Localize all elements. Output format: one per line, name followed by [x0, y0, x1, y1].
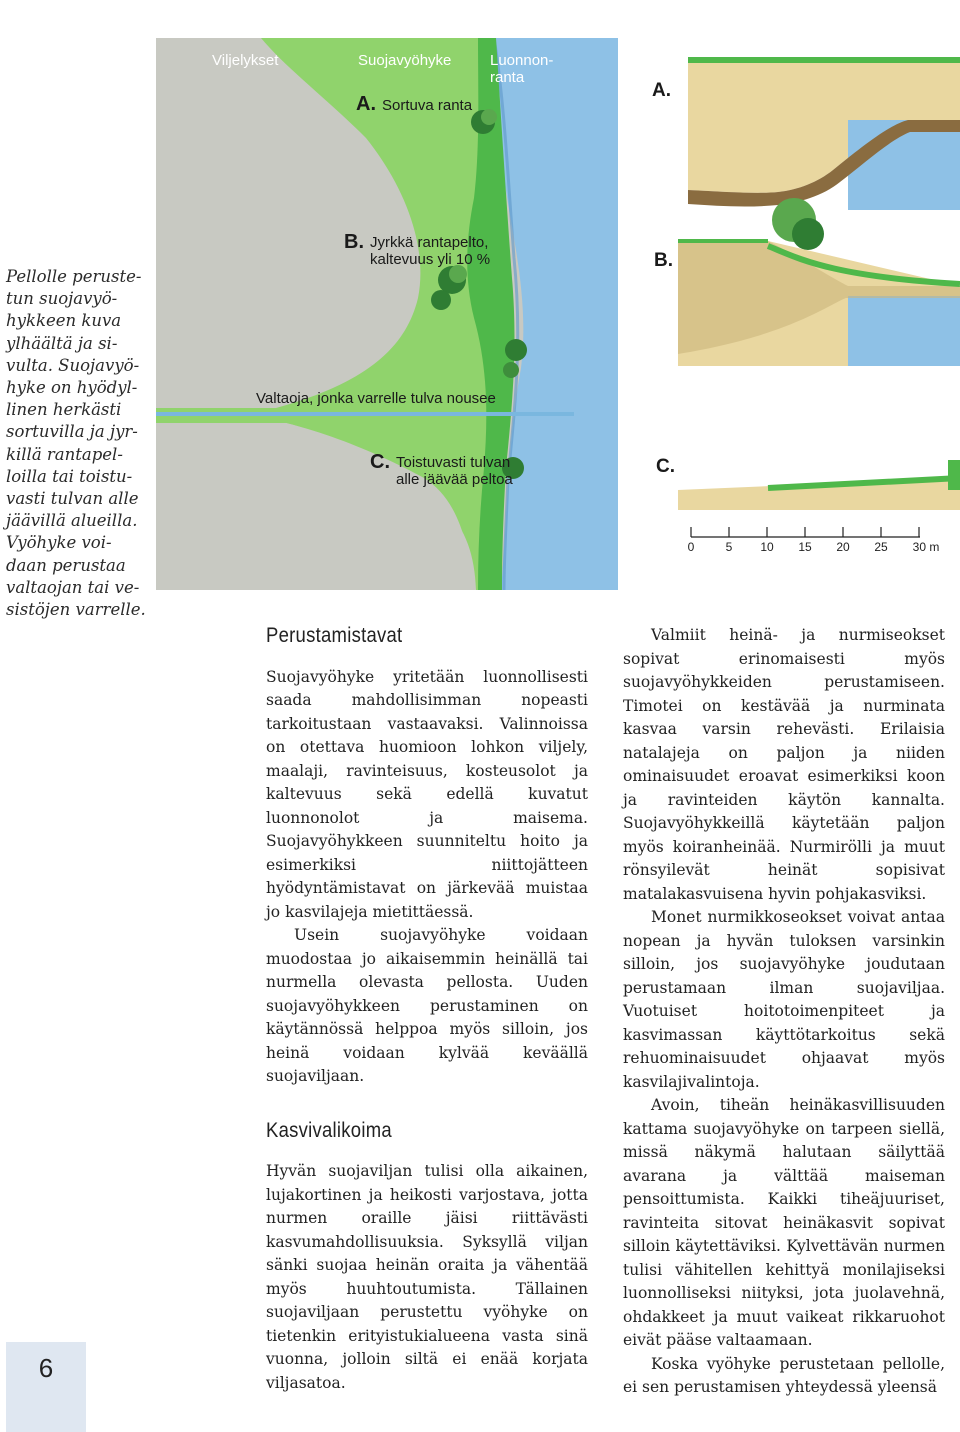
- zone-label-buffer: Suojavyöhyke: [358, 52, 452, 69]
- zone-label-shore: Luonnon- ranta: [490, 52, 554, 86]
- ditch-label: Valtaoja, jonka varrelle tulva nousee: [256, 390, 496, 407]
- map-label-a: [356, 93, 473, 115]
- zone-label-fields: Viljelykset: [212, 52, 279, 69]
- paragraph: Koska vyöhyke perustetaan pellolle, ei sen perustamisen yhteydessä yleensä: [623, 1354, 945, 1396]
- map-label-a-text: Sortuva ranta: [382, 97, 473, 114]
- scale-tick-label: 20: [836, 540, 850, 554]
- map-illustration: [156, 38, 618, 590]
- section-letter-a: A.: [652, 80, 671, 101]
- scale-tick-label: 0: [687, 540, 695, 554]
- buffer-zone-map: [156, 38, 618, 590]
- heading-kasvivalikoima: Kasvivalikoima: [266, 1118, 392, 1142]
- scale-bar-line: [690, 525, 940, 539]
- scale-tick-label: 10: [760, 540, 774, 554]
- cross-section-b: [618, 186, 960, 376]
- scale-tick-label: 30 m: [912, 540, 940, 554]
- map-label-a-letter: A.: [356, 93, 376, 115]
- cross-section-c: [618, 430, 960, 520]
- scale-tick-label: 15: [798, 540, 812, 554]
- paragraph: Hyvän suojaviljan tulisi olla aikainen, lujakortinen ja heikosti varjostava, jotta nurmen oraille jäisi riittävästi kasvumahdollisuuksia. Syksyllä viljan sänki suojaa heinän oraita ja vähentää myös huuhtoutumista. Tällainen suojaviljaan perustettu vyöhyke on tietenkin erityistukialueena vasta sinä vuonna, jolloin siltä ei enää korjata viljasatoa.: [266, 1162, 588, 1392]
- paragraph: Suojavyöhyke yritetään luonnollisesti saada mahdollisimman nopeasti tarkoitustaan vastaavaksi. Valinnoissa on otettava huomioon lohkon viljely, maalaji, ravinteisuus, kosteusolot ja kaltevuus sekä edellä kuvatut luonnonolot ja maisema. Suojavyöhykkeen suunniteltu hoito ja esimerkiksi niittojätteen hyödyntämistavat on järkevää muistaa jo kasvilajeja mietittäessä.: [266, 667, 588, 921]
- map-label-c-text: Toistuvasti tulvan alle jäävää peltoa: [396, 454, 513, 488]
- scale-bar: [687, 524, 940, 564]
- section-letter-c: C.: [656, 456, 675, 477]
- paragraph: Valmiit heinä- ja nurmiseokset sopivat erinomaisesti myös suojavyöhykkeiden perustamiseen. Timotei on kestävää ja nurminata kasvaa varsin rehevästi. Erilaisia natalajeja on paljon ja niiden ominaisuudet eroavat esimerkiksi koon ja ravinteiden käytön kannalta. Suojavyöhykkeillä käytetään paljon myös koiranheinää. Nurmirölli ja muut rönsyilevät heinät sopisivat matalakasvuisena hyvin pohjakasviksi.: [623, 626, 945, 903]
- paragraph: Monet nurmikkoseokset voivat antaa nopean ja hyvän tuloksen varsinkin silloin, jos suojavyöhyke joudutaan perustamaan ilman suojaviljaa. Vuotuiset hoitotoimenpiteet ja kasvimassan käyttötarkoitus sekä rehuominaisuudet ohjaavat myös kasvilajivalintoja.: [623, 908, 945, 1091]
- scale-tick-label: 25: [874, 540, 888, 554]
- figure-caption: Pellolle peruste- tun suojavyö- hykkeen kuva ylhäältä ja si- vulta. Suojavyö- hyke on hyödyl- linen herkästi sortuvilla ja jyr- killä rantapel- loilla tai toistu- vasti tulvan alle jäävillä alueilla. Vyöhyke voi- daan perustaa valtaojan tai ve- sistöjen varrelle.: [6, 267, 146, 620]
- heading-perustamistavat: Perustamistavat: [266, 624, 403, 647]
- right-column: [623, 624, 945, 1400]
- cross-section-b-illustration: [618, 186, 960, 376]
- map-label-b-letter: B.: [344, 231, 364, 253]
- map-label-b: [344, 231, 491, 268]
- left-column: [266, 624, 588, 1395]
- paragraph: Usein suojavyöhyke voidaan muodostaa jo aikaisemmin heinällä tai nurmella olevasta pellosta. Uuden suojavyöhykkeen perustaminen on käytännössä helppoa myös silloin, jos heinä voidaan kylvää keväällä suojaviljaan.: [266, 926, 588, 1085]
- map-label-c-letter: C.: [370, 451, 390, 473]
- map-label-b-text: Jyrkkä rantapelto, kaltevuus yli 10 %: [370, 234, 491, 268]
- section-letter-b: B.: [654, 250, 673, 271]
- scale-tick-label: 5: [725, 540, 733, 554]
- paragraph: Avoin, tiheän heinäkasvillisuuden kattama suojavyöhyke on tarpeen siellä, missä näkymä halutaan säilyttää avarana ja välttää maiseman pensoittumista. Kaikki tiheäjuuriset, ravinteita sitovat heinäkasvit sopivat silloin käytettäviksi. Kylvettävän nurmen tulisi vähitellen kehittyä monilajiseksi luonnolliseksi niityksi, jota juolavehnä, ohdakkeet ja muut vaikeat rikkaruohot eivät pääse valtaamaan.: [623, 1096, 945, 1349]
- map-label-c: [370, 451, 513, 488]
- page-number: 6: [6, 1342, 86, 1432]
